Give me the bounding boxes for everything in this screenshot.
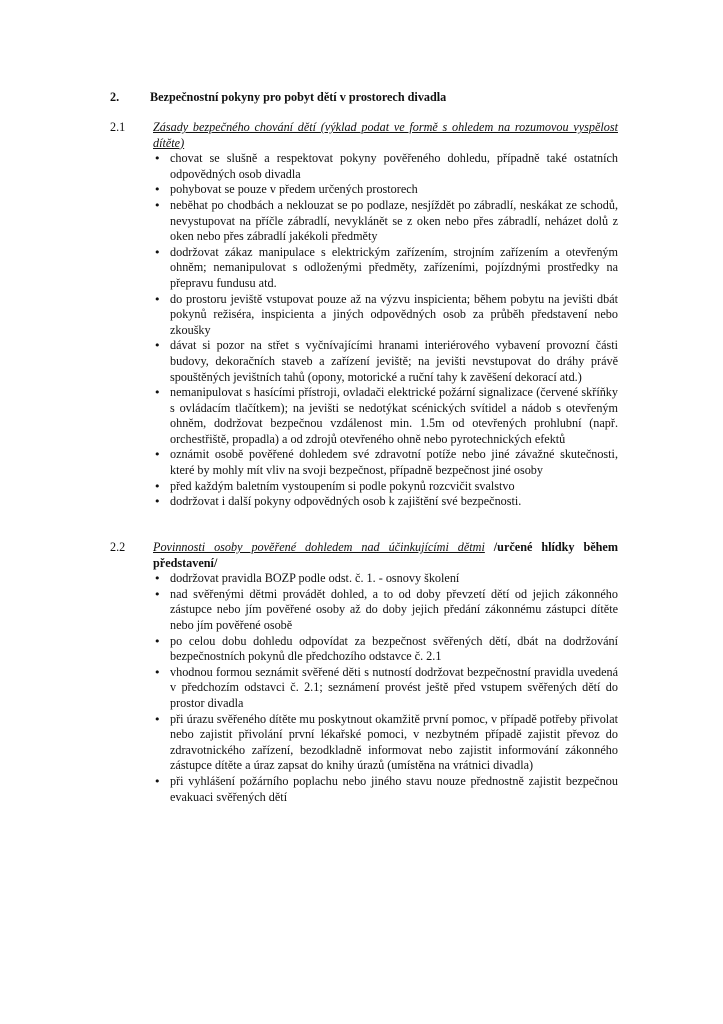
list-item: • do prostoru jeviště vstupovat pouze až na výzvu inspicienta; během pobytu na jevišti dbát pokynů režiséra, inspicienta a jiných odpovědných osob za průběh představení nebo zkoušky [153,292,618,339]
list-item: • dodržovat zákaz manipulace s elektrickým zařízením, strojním zařízením a otevřeným ohněm; nemanipulovat s odloženými předměty, zařízeními, pojízdnými prostředky na přepravu fundusu atd. [153,245,618,292]
list-item: • nad svěřenými dětmi provádět dohled, a to od doby převzetí dětí od jejich zákonného zástupce nebo jím pověřené osoby až do doby jejich předání zákonnému zástupci dítěte nebo jím pověřené osobě [153,587,618,634]
section-2-1 [110,120,618,510]
section-title-italic: Povinnosti osoby pověřené dohledem nad účinkujícími dětmi [153,540,485,554]
section-number: 2.2 [110,540,126,554]
list-item: • před každým baletním vystoupením si podle pokynů rozcvičit svalstvo [153,479,618,495]
list-item: • vhodnou formou seznámit svěřené děti s nutností dodržovat bezpečnostní pravidla uvedená v předchozím odstavci č. 2.1; seznámení provést ještě před vstupem svěřených dětí do prostor divadla [153,665,618,712]
chapter-heading [110,89,630,105]
section-number: 2.1 [110,120,126,134]
list-item: • dodržovat pravidla BOZP podle odst. č. 1. - osnovy školení [153,571,618,587]
chapter-title: Bezpečnostní pokyny pro pobyt dětí v prostorech divadla [150,90,447,104]
list-item: • po celou dobu dohledu odpovídat za bezpečnost svěřených dětí, dbát na dodržování bezpečnostních pokynů dle předchozího odstavce č. 2.1 [153,634,618,665]
section-title-italic: Zásady bezpečného chování dětí (výklad podat ve formě s ohledem na rozumovou vyspělost dítěte) [153,120,618,150]
section-items [110,151,618,510]
section-title [153,540,618,571]
chapter-number: 2. [110,90,120,104]
list-item: • při vyhlášení požárního poplachu nebo jiného stavu nouze přednostně zajistit bezpečnou evakuaci svěřených dětí [153,774,618,805]
section-title [153,120,618,151]
list-item: • oznámit osobě pověřené dohledem své zdravotní potíže nebo jiné závažné skutečnosti, které by mohly mít vliv na svoji bezpečnost, případně bezpečnost jiné osoby [153,447,618,478]
list-item: • dávat si pozor na střet s vyčnívajícími hranami interiérového vybavení provozní části budovy, dekoračních staveb a zařízení jeviště; na jevišti nevstupovat do dráhy právě spouštěných jevištních tahů (opony, motorické a ruční tahy k zavěšení dekorací atd.) [153,338,618,385]
section-items [110,571,618,805]
list-item: • pohybovat se pouze v předem určených prostorech [153,182,618,198]
list-item: • při úrazu svěřeného dítěte mu poskytnout okamžitě první pomoc, v případě potřeby přivolat nebo zajistit přivolání první lékařské pomoci, v nezbytném případě zajistit převoz do zdravotnického zařízení, bezodkladně informovat nebo zajistit informování zákonného zástupce dítěte a úraz zapsat do knihy úrazů (umístěna na vrátnici divadla) [153,712,618,774]
list-item: • chovat se slušně a respektovat pokyny pověřeného dohledu, případně také ostatních odpovědných osob divadla [153,151,618,182]
list-item: • dodržovat i další pokyny odpovědných osob k zajištění své bezpečnosti. [153,494,618,510]
section-2-2 [110,540,618,805]
list-item: • neběhat po chodbách a neklouzat se po podlaze, nesjíždět po zábradlí, neskákat ze schodů, nevystupovat na příčle zábradlí, nevyklánět se z oken nebo přes zábradlí, neházet dolů z oken nebo přes zábradlí jakékoli předměty [153,198,618,245]
section-heading [110,120,618,151]
section-title-bold: /určené hlídky během představení/ [153,540,618,570]
section-heading [110,540,618,571]
list-item: • nemanipulovat s hasícími přístroji, ovladači elektrické požární signalizace (červené skříňky s ovládacím tlačítkem); na jevišti se nedotýkat scénických svítidel a nádob s otevřeným ohněm, dodržovat bezpečnou vzdálenost min. 1.5m od otevřených prohlubní (např. orchestřiště, propadla) a od zdrojů otevřeného ohně nebo pyrotechnických efektů [153,385,618,447]
